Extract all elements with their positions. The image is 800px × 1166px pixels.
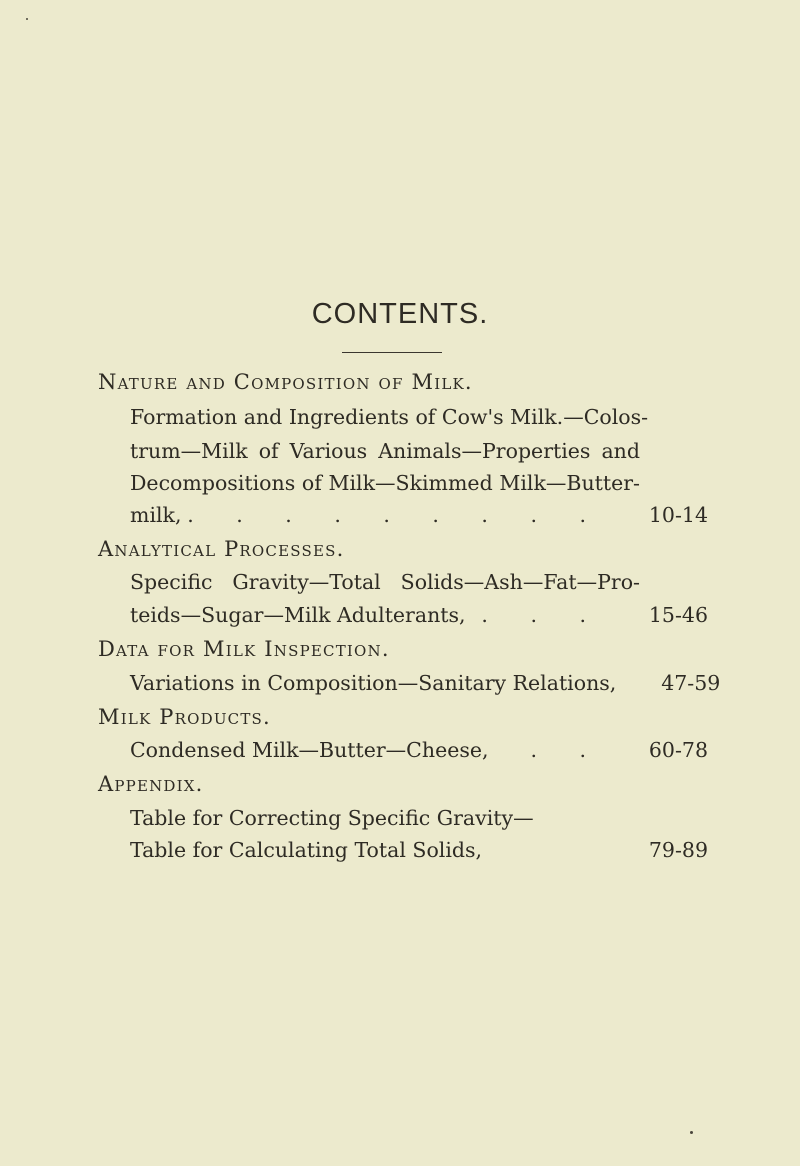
entry-text: Table for Calculating Total Solids, — [130, 838, 483, 862]
entry-text: Variations in Composition—Sanitary Relations, — [130, 671, 617, 695]
page-range: 79-89 — [648, 838, 708, 862]
leader-dots: . . . — [481, 603, 604, 627]
leader-dots: . . . . . . . . . — [187, 503, 604, 527]
entry-text: teids—Sugar—Milk Adulterants, — [130, 603, 466, 627]
page-range: 47-59 — [661, 671, 721, 695]
paper-speck — [26, 18, 28, 20]
section-last-line — [130, 671, 721, 695]
section-heading-nature: Nature and Composition of Milk. — [98, 370, 473, 394]
entry-text: milk, — [130, 503, 182, 527]
page-range: 10-14 — [648, 503, 708, 527]
section-line: trum—Milk of Various Animals—Properties and — [130, 439, 640, 463]
page-title: CONTENTS. — [311, 298, 489, 330]
paper-speck — [690, 1131, 693, 1134]
page-range: 15-46 — [648, 603, 708, 627]
section-line: Decompositions of Milk—Skimmed Milk—Butter- — [130, 471, 640, 495]
title-rule — [342, 352, 442, 353]
section-heading-data: Data for Milk Inspection. — [98, 637, 390, 661]
section-heading-products: Milk Products. — [98, 705, 271, 729]
section-last-line — [130, 503, 708, 527]
section-heading-appendix: Appendix. — [98, 772, 204, 796]
leader-dots: . . — [530, 738, 604, 762]
section-last-line — [130, 838, 708, 862]
section-last-line — [130, 738, 708, 762]
section-heading-analytical: Analytical Processes. — [98, 537, 345, 561]
page-range: 60-78 — [648, 738, 708, 762]
section-line: Specific Gravity—Total Solids—Ash—Fat—Pro- — [130, 570, 640, 594]
section-last-line — [130, 603, 708, 627]
section-line: Table for Correcting Specific Gravity— — [130, 806, 534, 830]
entry-text: Condensed Milk—Butter—Cheese, — [130, 738, 489, 762]
section-line: Formation and Ingredients of Cow's Milk.—Colos- — [130, 405, 649, 429]
